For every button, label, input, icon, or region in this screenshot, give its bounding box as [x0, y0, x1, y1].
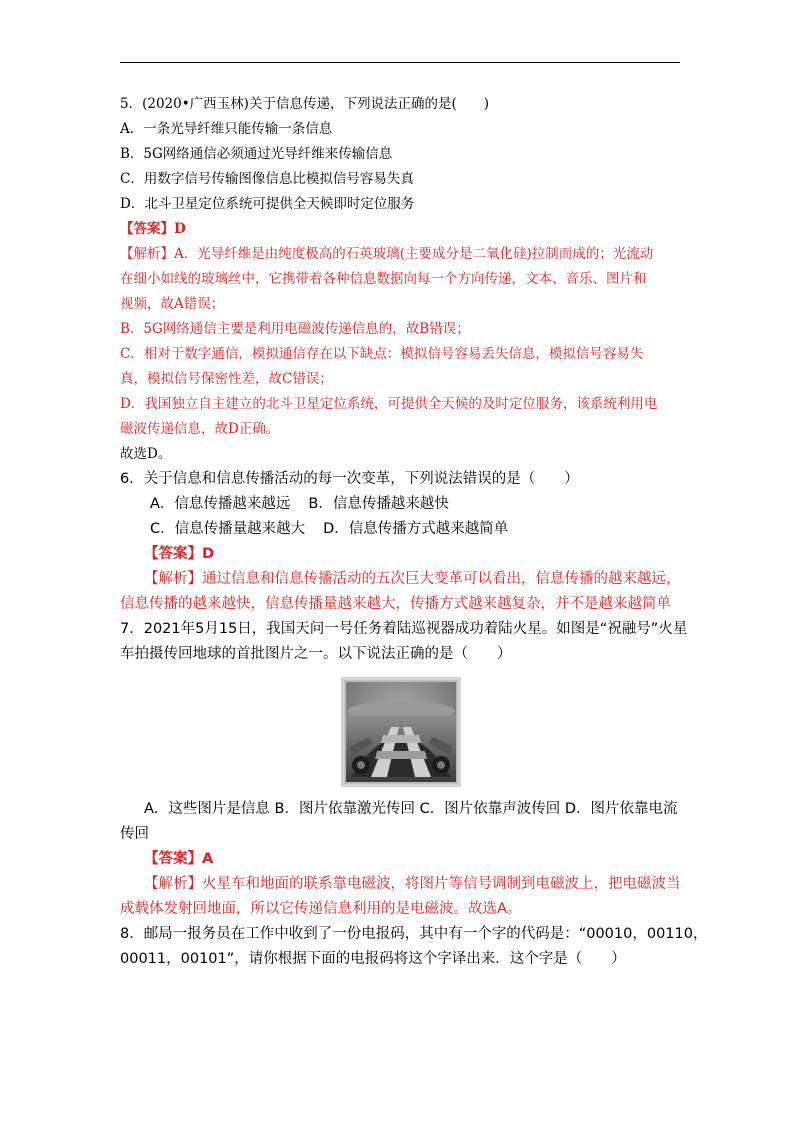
header-rule	[120, 62, 680, 63]
question-7-options-line: A．这些图片是信息 B．图片依靠激光传回 C．图片依靠声波传回 D．图片依靠电流	[144, 801, 678, 817]
question-5-analysis-line: C．相对于数字通信，模拟通信存在以下缺点：模拟信号容易丢失信息，模拟信号容易失	[120, 346, 644, 362]
question-5-option-a: A．一条光导纤维只能传输一条信息	[120, 121, 333, 137]
question-8	[120, 922, 708, 972]
question-6-options-row-2	[120, 517, 682, 542]
question-7-analysis-line: 成载体发射回地面，所以它传递信息利用的是电磁波。故选A。	[120, 901, 522, 917]
question-6-option-a: A．信息传播越来越远	[150, 496, 291, 512]
question-5-option-d: D．北斗卫星定位系统可提供全天候即时定位服务	[120, 196, 415, 212]
question-6-answer: 【答案】D	[144, 546, 215, 562]
mars-rover-photo-container	[120, 667, 682, 797]
question-6-option-c: C．信息传播量越来越大	[150, 521, 306, 537]
question-7-analysis-line: 【解析】火星车和地面的联系靠电磁波，将图片等信号调制到电磁波上，把电磁波当	[144, 876, 681, 892]
question-5-analysis-line: 【解析】A．光导纤维是由纯度极高的石英玻璃(主要成分是二氧化硅)拉制而成的；光流动	[120, 246, 654, 262]
question-5-option-c: C．用数字信号传输图像信息比模拟信号容易失真	[120, 171, 414, 187]
question-6-options-row-1	[120, 492, 682, 517]
question-6-analysis-line: 【解析】通过信息和信息传播活动的五次巨大变革可以看出，信息传播的越来越远，	[144, 571, 681, 587]
question-6-analysis-line: 信息传播的越来越快，信息传播量越来越大，传播方式越来越复杂，并不是越来越简单	[120, 596, 671, 612]
question-5-analysis-line: 磁波传递信息，故D正确。	[120, 421, 280, 437]
question-6	[120, 467, 682, 617]
question-7-stem-line: 车拍摄传回地球的首批图片之一。以下说法正确的是（ ）	[120, 646, 512, 662]
question-5-analysis-line: 在细小如线的玻璃丝中，它携带着各种信息数据向每一个方向传递，文本、音乐、图片和	[120, 271, 647, 287]
question-5-analysis-line: D．我国独立自主建立的北斗卫星定位系统，可提供全天候的及时定位服务，该系统利用电	[120, 396, 658, 412]
question-5-analysis-line: B．5G网络通信主要是利用电磁波传递信息的，故B错误；	[120, 321, 470, 337]
mars-rover-photo	[341, 677, 461, 787]
question-8-stem-line: 00011，00101”，请你根据下面的电报码将这个字译出来．这个字是（ ）	[120, 951, 626, 967]
question-5-stem: 5．(2020•广西玉林)关于信息传递，下列说法正确的是( )	[120, 96, 489, 112]
question-7	[120, 617, 688, 922]
question-5-analysis-line: 真，模拟信号保密性差，故C错误；	[120, 371, 333, 387]
question-5	[120, 92, 682, 467]
question-5-analysis-line: 视频，故A错误；	[120, 296, 225, 312]
question-5-answer: 【答案】D	[120, 221, 186, 237]
question-7-answer: 【答案】A	[144, 851, 214, 867]
question-8-stem-line: 8．邮局一报务员在工作中收到了一份电报码，其中有一个字的代码是：“00010，00110，	[120, 926, 708, 942]
question-5-option-b: B．5G网络通信必须通过光导纤维来传输信息	[120, 146, 393, 162]
question-6-stem: 6．关于信息和信息传播活动的每一次变革，下列说法错误的是（ ）	[120, 471, 579, 487]
question-7-stem-line: 7．2021年5月15日，我国天问一号任务着陆巡视器成功着陆火星。如图是“祝融号”火星	[120, 621, 688, 637]
question-7-options-line: 传回	[120, 826, 149, 842]
question-6-option-d: D．信息传播方式越来越简单	[323, 521, 509, 537]
question-5-conclusion: 故选D。	[120, 446, 172, 462]
document-body	[120, 92, 708, 972]
question-6-option-b: B．信息传播越来越快	[308, 496, 449, 512]
